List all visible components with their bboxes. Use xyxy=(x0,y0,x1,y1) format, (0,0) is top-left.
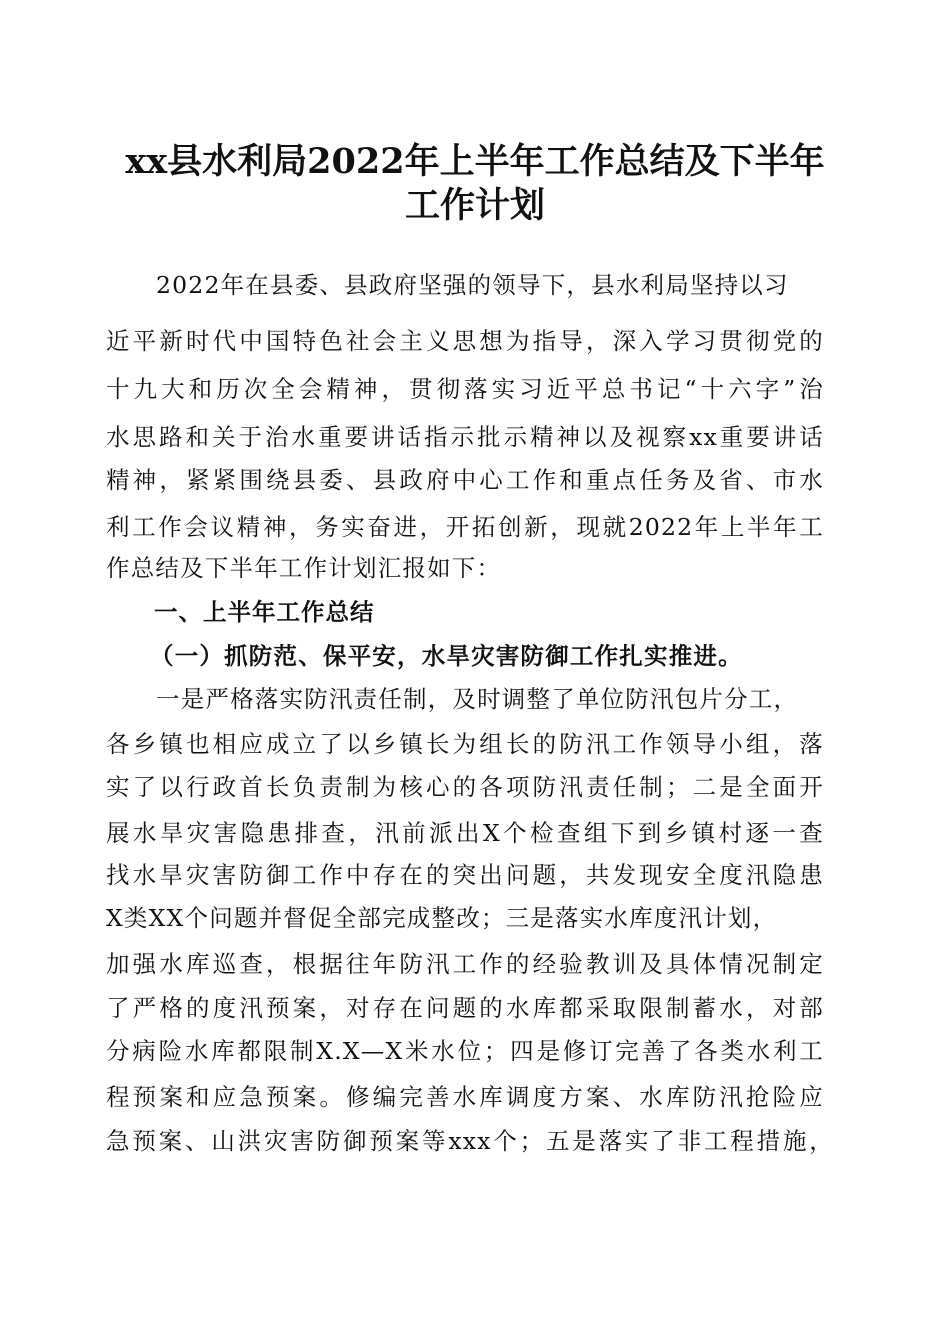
body-line-4: 展水旱灾害隐患排查，汛前派出X个检查组下到乡镇村逐一查 xyxy=(106,819,824,847)
section-heading-1: 一、上半年工作总结 xyxy=(154,598,375,626)
intro-line-5: 精神，紧紧围绕县委、县政府中心工作和重点任务及省、市水 xyxy=(106,466,824,494)
body-line-1: 一是严格落实防汛责任制，及时调整了单位防汛包片分工， xyxy=(156,685,799,713)
document-title-line-1: xx县水利局2022年上半年工作总结及下半年 xyxy=(125,141,825,182)
body-line-10: 程预案和应急预案。修编完善水库调度方案、水库防汛抢险应 xyxy=(106,1083,824,1111)
body-line-8: 了严格的度汛预案，对存在问题的水库都采取限制蓄水，对部 xyxy=(106,994,824,1022)
body-line-3: 实了以行政首长负责制为核心的各项防汛责任制；二是全面开 xyxy=(106,773,824,801)
intro-line-1: 2022年在县委、县政府坚强的领导下，县水利局坚持以习 xyxy=(156,271,789,299)
body-line-2: 各乡镇也相应成立了以乡镇长为组长的防汛工作领导小组，落 xyxy=(106,730,824,758)
body-line-7: 加强水库巡查，根据往年防汛工作的经验教训及具体情况制定 xyxy=(106,950,824,978)
body-line-9: 分病险水库都限制X.X—X米水位；四是修订完善了各类水利工 xyxy=(106,1037,824,1065)
intro-line-6: 利工作会议精神，务实奋进，开拓创新，现就2022年上半年工 xyxy=(106,513,824,541)
intro-line-2: 近平新时代中国特色社会主义思想为指导，深入学习贯彻党的 xyxy=(106,327,824,355)
document-title-line-2: 工作计划 xyxy=(404,185,545,226)
intro-line-7: 作总结及下半年工作计划汇报如下： xyxy=(106,554,502,582)
subsection-heading-1: （一）抓防范、保平安，水旱灾害防御工作扎实推进。 xyxy=(150,642,743,670)
intro-line-3: 十九大和历次全会精神，贯彻落实习近平总书记“十六字”治 xyxy=(106,375,824,403)
body-line-6: X类XX个问题并督促全部完成整改；三是落实水库度汛计划， xyxy=(106,904,778,932)
intro-line-4: 水思路和关于治水重要讲话指示批示精神以及视察xx重要讲话 xyxy=(106,423,824,451)
body-line-11: 急预案、山洪灾害防御预案等xxx个；五是落实了非工程措施， xyxy=(106,1127,834,1155)
body-line-5: 找水旱灾害防御工作中存在的突出问题，共发现安全度汛隐患 xyxy=(106,861,824,889)
